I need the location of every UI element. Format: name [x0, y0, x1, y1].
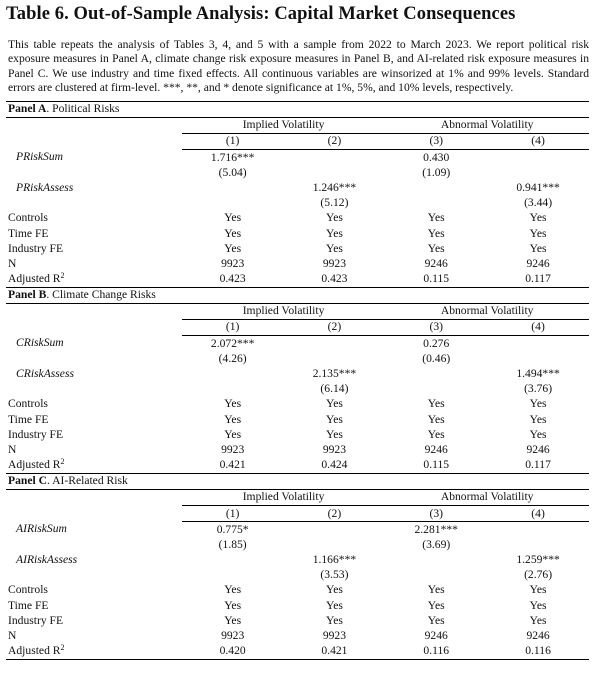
group-implied-volatility: Implied Volatility	[182, 489, 386, 505]
industry-fe-row	[6, 241, 589, 256]
row-label-text: Industry FE	[8, 427, 64, 441]
tstat-row	[6, 537, 589, 552]
column-number: (4)	[487, 505, 589, 521]
tstat-cell: (5.04)	[218, 165, 247, 179]
row-label-controls	[6, 397, 182, 412]
adj-r2-cell: 0.117	[525, 272, 551, 286]
time-fe-cell: Yes	[529, 412, 547, 426]
time-fe-row	[6, 412, 589, 427]
row-label-empty	[6, 568, 182, 583]
empty-cell	[487, 150, 589, 166]
adj-r2-cell: 0.423	[219, 272, 246, 286]
row-label-industry-fe	[6, 613, 182, 628]
time-fe-cell: Yes	[325, 226, 343, 240]
tstat-cell: (1.09)	[422, 165, 451, 179]
industry-fe-cell: Yes	[224, 613, 242, 627]
panel-header-row	[6, 287, 589, 303]
panel-tag: Panel C	[8, 474, 47, 488]
empty-cell	[487, 537, 589, 552]
column-number: (2)	[284, 133, 386, 149]
time-fe-cell: Yes	[224, 598, 242, 612]
column-number: (3)	[385, 133, 487, 149]
row-label-text: Time FE	[8, 226, 49, 240]
empty-cell	[284, 522, 386, 538]
n-cell: 9246	[526, 256, 550, 270]
industry-fe-cell: Yes	[325, 427, 343, 441]
adj-r2-row	[6, 272, 589, 288]
row-label-empty	[6, 505, 182, 521]
coef-cell: 1.494***	[516, 367, 560, 381]
adj-r2-cell: 0.424	[321, 458, 348, 472]
tstat-row	[6, 196, 589, 211]
industry-fe-cell: Yes	[529, 613, 547, 627]
empty-cell	[284, 351, 386, 366]
group-header-row	[6, 489, 589, 505]
panel-heading	[6, 473, 589, 489]
group-implied-volatility: Implied Volatility	[182, 117, 386, 133]
empty-cell	[284, 165, 386, 180]
empty-cell	[182, 382, 284, 397]
column-number-row	[6, 505, 589, 521]
coef-cell: 1.246***	[312, 180, 357, 194]
coef-cell: 1.259***	[516, 553, 560, 567]
row-label-controls	[6, 583, 182, 598]
column-number: (3)	[385, 319, 487, 335]
column-number-row	[6, 319, 589, 335]
table-title: Table 6. Out-of-Sample Analysis: Capital Market Consequences	[6, 4, 516, 24]
row-label-n	[6, 628, 182, 643]
industry-fe-row	[6, 427, 589, 442]
empty-cell	[284, 150, 386, 166]
row-label-n	[6, 256, 182, 271]
n-cell: 9923	[221, 256, 245, 270]
controls-cell: Yes	[224, 397, 242, 411]
empty-cell	[284, 537, 386, 552]
adj-r2-cell: 0.420	[182, 644, 284, 660]
controls-cell: Yes	[224, 583, 242, 597]
adj-r2-cell: 0.116	[385, 644, 487, 660]
row-label-text: Adjusted R	[8, 458, 61, 472]
row-label-n	[6, 442, 182, 457]
adj-r2-cell: 0.115	[423, 458, 450, 472]
column-number: (1)	[182, 319, 284, 335]
group-abnormal-volatility: Abnormal Volatility	[385, 117, 589, 133]
time-fe-cell: Yes	[224, 412, 242, 426]
n-cell: 9246	[526, 442, 550, 456]
row-label-text: Controls	[8, 397, 48, 411]
r2-superscript: 2	[60, 271, 65, 281]
group-header-row	[6, 117, 589, 133]
group-abnormal-volatility: Abnormal Volatility	[385, 303, 589, 319]
column-number: (1)	[182, 505, 284, 521]
panel-header-row	[6, 473, 589, 489]
time-fe-cell: Yes	[427, 226, 445, 240]
row-label-empty	[6, 489, 182, 505]
time-fe-cell: Yes	[529, 598, 547, 612]
coef-row	[6, 366, 589, 381]
coef-row	[6, 336, 589, 352]
row-label-empty	[6, 303, 182, 319]
industry-fe-cell: Yes	[427, 613, 445, 627]
tstat-cell: (3.76)	[524, 382, 553, 396]
empty-cell	[182, 196, 284, 211]
time-fe-cell: Yes	[325, 412, 343, 426]
controls-cell: Yes	[325, 583, 343, 597]
tstat-cell: (1.85)	[218, 537, 247, 551]
tstat-row	[6, 382, 589, 397]
industry-fe-cell: Yes	[325, 613, 343, 627]
row-label-adj-r2	[6, 458, 182, 474]
tstat-row	[6, 351, 589, 366]
empty-cell	[182, 366, 284, 381]
controls-cell: Yes	[529, 583, 547, 597]
tstat-cell: (6.14)	[320, 382, 349, 396]
coef-cell: 0.775*	[216, 522, 249, 536]
row-label-empty	[6, 196, 182, 211]
variable-label: PRiskSum	[16, 150, 64, 164]
panel-heading	[6, 287, 589, 303]
row-label-empty	[6, 133, 182, 149]
coef-cell: 0.430	[423, 150, 450, 164]
panel-tag: Panel A	[8, 102, 47, 116]
empty-cell	[385, 382, 487, 397]
row-label-text: Controls	[8, 583, 48, 597]
variable-label: CRiskAssess	[16, 367, 74, 381]
controls-cell: Yes	[427, 211, 445, 225]
industry-fe-cell: Yes	[529, 427, 547, 441]
row-label-empty	[6, 382, 182, 397]
coef-row	[6, 150, 589, 166]
results-table	[6, 101, 589, 660]
industry-fe-cell: Yes	[325, 241, 343, 255]
empty-cell	[182, 553, 284, 568]
row-label-adj-r2	[6, 272, 182, 288]
panel-header-row	[6, 101, 589, 117]
industry-fe-cell: Yes	[427, 427, 445, 441]
coef-cell: 2.281***	[414, 522, 458, 536]
empty-cell	[487, 336, 589, 352]
empty-cell	[182, 568, 284, 583]
n-cell: 9246	[526, 629, 550, 643]
group-header-row	[6, 303, 589, 319]
controls-cell: Yes	[224, 211, 242, 225]
n-row	[6, 442, 589, 457]
empty-cell	[487, 165, 589, 180]
tstat-row	[6, 165, 589, 180]
row-label-empty	[6, 319, 182, 335]
column-number: (4)	[487, 133, 589, 149]
row-label-text: Industry FE	[8, 613, 64, 627]
controls-row	[6, 583, 589, 598]
table-caption: This table repeats the analysis of Tables 3, 4, and 5 with a sample from 2022 to March 2023. We report political risk exposure measures in Panel A, climate change risk exposure measures in Panel B, and AI-related risk exposure measures in Panel C. We use industry and time fixed effects. All continuous variables are winsorized at 1% and 99% levels. Standard errors are clustered at firm-level. ***, **, and * denote significance at 1%, 5%, and 10% levels, respectively.	[8, 38, 589, 95]
panel-name: . Political Risks	[46, 102, 120, 116]
adj-r2-cell: 0.116	[487, 644, 589, 660]
row-label-industry-fe	[6, 241, 182, 256]
row-label-text: Industry FE	[8, 241, 64, 255]
n-cell: 9246	[424, 629, 448, 643]
empty-cell	[385, 366, 487, 381]
time-fe-row	[6, 598, 589, 613]
row-label-empty	[6, 537, 182, 552]
empty-cell	[385, 196, 487, 211]
tstat-row	[6, 568, 589, 583]
industry-fe-cell: Yes	[224, 241, 242, 255]
panel-name: . AI-Related Risk	[46, 474, 128, 488]
row-label-time-fe	[6, 598, 182, 613]
variable-label: CRiskSum	[16, 336, 64, 350]
row-label-industry-fe	[6, 427, 182, 442]
time-fe-cell: Yes	[529, 226, 547, 240]
adj-r2-row	[6, 458, 589, 474]
group-abnormal-volatility: Abnormal Volatility	[385, 489, 589, 505]
row-label-time-fe	[6, 412, 182, 427]
controls-cell: Yes	[427, 583, 445, 597]
panel-name: . Climate Change Risks	[46, 288, 156, 302]
adj-r2-cell: 0.115	[423, 272, 450, 286]
row-label-empty	[6, 351, 182, 366]
tstat-cell: (3.69)	[422, 537, 451, 551]
n-cell: 9923	[221, 629, 245, 643]
coef-cell: 0.276	[423, 336, 450, 350]
row-label-time-fe	[6, 226, 182, 241]
n-cell: 9923	[322, 629, 347, 643]
panel-tag: Panel B	[8, 288, 47, 302]
n-cell: 9923	[322, 442, 347, 456]
time-fe-cell: Yes	[427, 598, 445, 612]
row-label-empty	[6, 165, 182, 180]
row-label-text: Time FE	[8, 412, 49, 426]
row-label-text: N	[8, 256, 17, 270]
time-fe-row	[6, 226, 589, 241]
column-number: (3)	[385, 505, 487, 521]
n-cell: 9246	[424, 256, 448, 270]
empty-cell	[284, 336, 386, 352]
time-fe-cell: Yes	[427, 412, 445, 426]
column-number: (2)	[284, 505, 386, 521]
empty-cell	[385, 180, 487, 195]
group-implied-volatility: Implied Volatility	[182, 303, 386, 319]
panel-heading	[6, 101, 589, 117]
n-row	[6, 628, 589, 643]
industry-fe-row	[6, 613, 589, 628]
coef-row	[6, 522, 589, 538]
row-label-text: Controls	[8, 211, 48, 225]
controls-cell: Yes	[325, 211, 343, 225]
empty-cell	[182, 180, 284, 195]
industry-fe-cell: Yes	[529, 241, 547, 255]
row-label-text: Time FE	[8, 598, 49, 612]
coef-cell: 1.716***	[210, 150, 255, 164]
r2-superscript: 2	[60, 457, 65, 467]
controls-cell: Yes	[325, 397, 343, 411]
controls-row	[6, 211, 589, 226]
tstat-cell: (3.53)	[320, 568, 349, 582]
adj-r2-cell: 0.421	[219, 458, 246, 472]
empty-cell	[385, 568, 487, 583]
controls-cell: Yes	[529, 211, 547, 225]
adj-r2-cell: 0.421	[284, 644, 386, 660]
adj-r2-cell: 0.423	[321, 272, 348, 286]
row-label-controls	[6, 211, 182, 226]
empty-cell	[385, 553, 487, 568]
empty-cell	[487, 522, 589, 538]
empty-cell	[487, 351, 589, 366]
tstat-cell: (2.76)	[524, 568, 553, 582]
row-label-text: Adjusted R	[8, 644, 61, 658]
adj-r2-cell: 0.117	[525, 458, 551, 472]
coef-cell: 2.072***	[210, 336, 255, 350]
page	[0, 4, 595, 693]
column-number: (2)	[284, 319, 386, 335]
time-fe-cell: Yes	[325, 598, 343, 612]
n-cell: 9923	[221, 442, 245, 456]
r2-superscript: 2	[60, 643, 65, 653]
coef-row	[6, 180, 589, 195]
time-fe-cell: Yes	[224, 226, 242, 240]
tstat-cell: (3.44)	[524, 196, 553, 210]
variable-label: AIRiskSum	[16, 522, 67, 536]
column-number: (4)	[487, 319, 589, 335]
coef-cell: 1.166***	[312, 553, 357, 567]
variable-label: AIRiskAssess	[16, 553, 78, 567]
coef-row	[6, 553, 589, 568]
row-label-text: Adjusted R	[8, 272, 61, 286]
adj-r2-row	[6, 644, 589, 660]
tstat-cell: (0.46)	[422, 351, 451, 365]
tstat-cell: (4.26)	[218, 351, 247, 365]
controls-cell: Yes	[427, 397, 445, 411]
coef-cell: 2.135***	[312, 367, 357, 381]
controls-row	[6, 397, 589, 412]
column-number-row	[6, 133, 589, 149]
row-label-text: N	[8, 629, 17, 643]
row-label-adj-r2	[6, 644, 182, 660]
column-number: (1)	[182, 133, 284, 149]
n-row	[6, 256, 589, 271]
tstat-cell: (5.12)	[320, 196, 349, 210]
controls-cell: Yes	[529, 397, 547, 411]
variable-label: PRiskAssess	[16, 180, 74, 194]
industry-fe-cell: Yes	[224, 427, 242, 441]
industry-fe-cell: Yes	[427, 241, 445, 255]
coef-cell: 0.941***	[516, 180, 560, 194]
n-cell: 9246	[424, 442, 448, 456]
row-label-text: N	[8, 442, 17, 456]
n-cell: 9923	[322, 256, 347, 270]
row-label-empty	[6, 117, 182, 133]
